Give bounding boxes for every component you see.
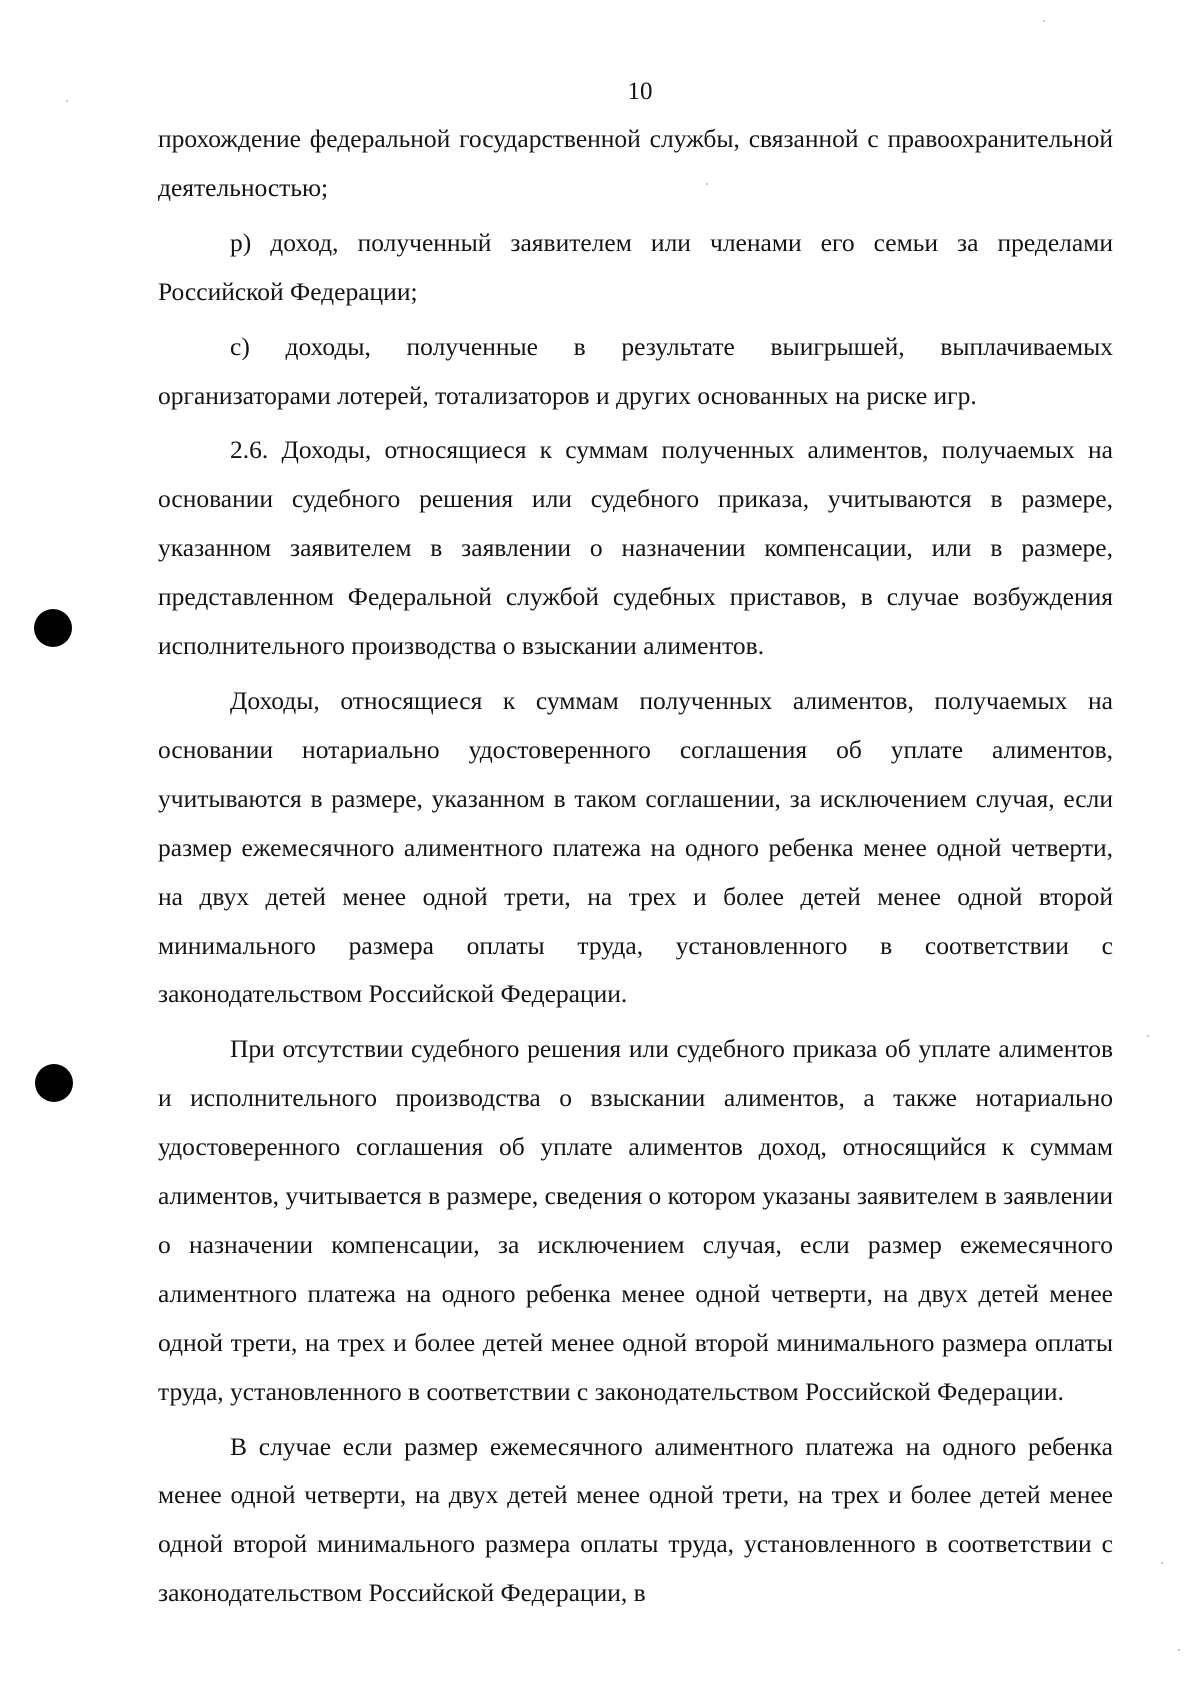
paragraph-minimum-payment: В случае если размер ежемесячного алиментного платежа на одного ребенка менее одной четверти, на двух детей менее одной трети, на трех и более детей менее одной второй минимального размера оплаты труда, установленного в соответствии с законодательством Российской Федерации, в [158,1431,1113,1608]
scan-speck [1043,20,1045,22]
page-number: 10 [627,78,653,105]
paragraph-continuation: прохождение федеральной государственной службы, связанной с правоохранительной деятельностью; [158,124,1113,202]
scan-speck [706,183,708,185]
clause-2-6: 2.6. Доходы, относящиеся к суммам полученных алиментов, получаемых на основании судебного решения или судебного приказа, учитываются в размере, указанном заявителем в заявлении о назначении компенсации, или в размере, представленном Федеральной службой судебных приставов, в случае возбуждения исполнительного производства о взыскании алиментов. [158,435,1113,661]
punch-hole [35,1064,73,1102]
scan-speck [1147,1035,1149,1037]
punch-hole [34,609,72,647]
list-item-s: с) доходы, полученные в результате выигрышей, выплачиваемых организаторами лотерей, тотализаторов и других основанных на риске игр. [158,331,1113,410]
list-item-r: р) доход, полученный заявителем или членами его семьи за пределами Российской Федерации; [158,227,1113,306]
scan-speck [1161,1562,1163,1564]
body-text [158,115,1113,1618]
paragraph-notarial-agreement: Доходы, относящиеся к суммам полученных алиментов, получаемых на основании нотариально удостоверенного соглашения об уплате алиментов, учитываются в размере, указанном в таком соглашении, за исключением случая, если размер ежемесячного алиментного платежа на одного ребенка менее одной четверти, на двух детей менее одной трети, на трех и более детей менее одной второй минимального размера оплаты труда, установленного в соответствии с законодательством Российской Федерации. [158,685,1113,1009]
paragraph-absence-of-decision: При отсутствии судебного решения или судебного приказа об уплате алиментов и исполнительного производства о взыскании алиментов, а также нотариально удостоверенного соглашения об уплате алиментов доход, относящийся к суммам алиментов, учитывается в размере, сведения о котором указаны заявителем в заявлении о назначении компенсации, за исключением случая, если размер ежемесячного алиментного платежа на одного ребенка менее одной четверти, на двух детей менее одной трети, на трех и более детей менее одной второй минимального размера оплаты труда, установленного в соответствии с законодательством Российской Федерации. [158,1034,1113,1406]
scan-speck [1178,1649,1180,1651]
scan-speck [66,100,68,102]
